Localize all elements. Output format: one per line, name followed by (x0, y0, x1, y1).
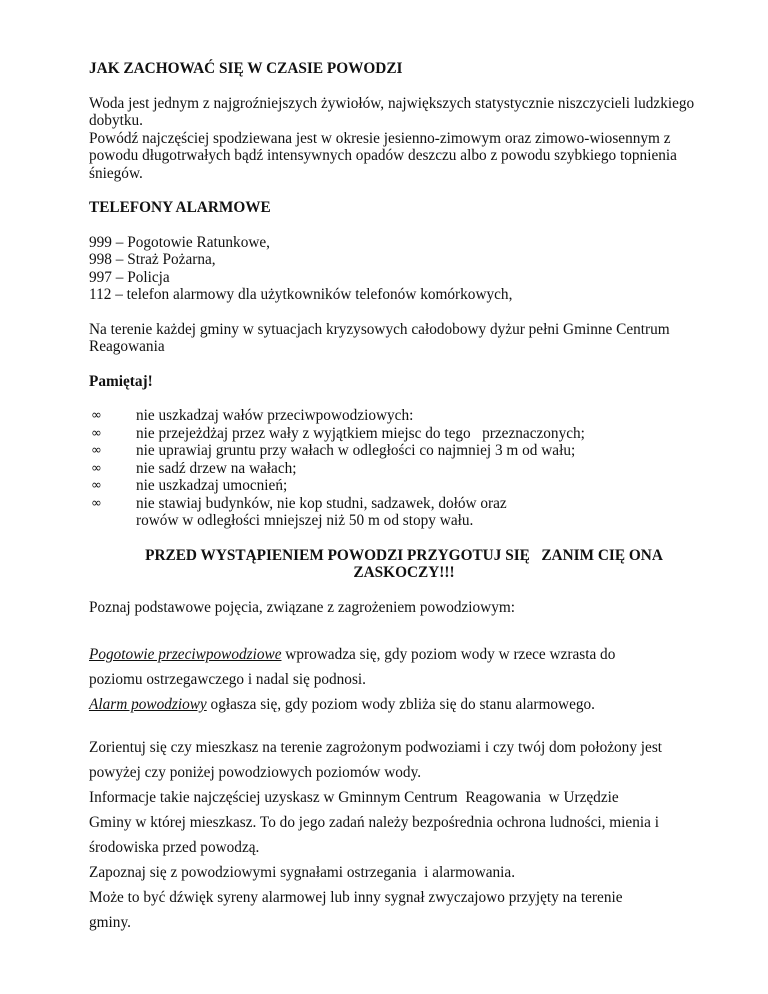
phone-line: 997 – Policja (89, 268, 170, 286)
list-item (89, 495, 709, 530)
list-item-text: nie uprawiaj gruntu przy wałach w odległości co najmniej 3 m od wału; (136, 442, 576, 459)
phone-line: 112 – telefon alarmowy dla użytkowników telefonów komórkowych, (89, 286, 513, 303)
list-item-text: nie uszkadzaj umocnień; (136, 477, 288, 494)
info-paragraph: Informacje takie najczęściej uzyskasz w Gminnym Centrum Reagowania w Urzędzie Gminy w której mieszkasz. To do jego zadań należy bezpośrednia ochrona ludności, mienia i środowiska przed powodzą. (89, 789, 663, 856)
list-item-text: nie przejeżdżaj przez wały z wyjątkiem miejsc do tego przeznaczonych; (136, 424, 585, 442)
list-item (89, 407, 709, 425)
phones-heading: TELEFONY ALARMOWE (89, 199, 271, 216)
signals-paragraph: Zapoznaj się z powodziowymi sygnałami ostrzegania i alarmowania. (89, 864, 516, 881)
document-title: JAK ZACHOWAĆ SIĘ W CZASIE POWODZI (89, 60, 403, 77)
term-pogotowie: Pogotowie przeciwpowodziowe (89, 646, 282, 663)
list-item-text: nie stawiaj budynków, nie kop studni, sadzawek, dołów oraz rowów w odległości mniejszej niż 50 m od stopy wału. (136, 494, 507, 529)
term-alarm: Alarm powodziowy (89, 696, 207, 713)
infinity-bullet-icon: ∞ (91, 408, 102, 423)
list-item (89, 477, 709, 495)
phone-line: 998 – Straż Pożarna, (89, 251, 216, 268)
siren-paragraph: Może to być dźwięk syreny alarmowej lub inny sygnał zwyczajowo przyjęty na terenie gminy. (89, 889, 623, 931)
document-page (89, 60, 709, 935)
remember-heading: Pamiętaj! (89, 372, 153, 390)
phone-line: 999 – Pogotowie Ratunkowe, (89, 233, 271, 251)
list-item (89, 425, 709, 443)
list-item (89, 460, 709, 478)
list-item-text: nie uszkadzaj wałów przeciwpowodziowych: (136, 407, 414, 424)
intro-paragraph-1: Woda jest jednym z najgroźniejszych żywiołów, największych statystycznie niszczycieli ludzkiego dobytku. (89, 94, 695, 129)
infinity-bullet-icon: ∞ (91, 443, 102, 458)
infinity-bullet-icon: ∞ (91, 495, 102, 511)
infinity-bullet-icon: ∞ (91, 478, 102, 493)
gcr-note: Na terenie każdej gminy w sytuacjach kryzysowych całodobowy dyżur pełni Gminne Centrum Reagowania (89, 320, 670, 355)
term-alarm-definition: ogłasza się, gdy poziom wody zbliża się do stanu alarmowego. (206, 696, 595, 713)
infinity-bullet-icon: ∞ (91, 425, 102, 441)
before-flood-heading: PRZED WYSTĄPIENIEM POWODZI PRZYGOTUJ SIĘ ZANIM CIĘ ONA ZASKOCZY!!! (145, 546, 667, 581)
list-item-text: nie sadź drzew na wałach; (136, 459, 297, 477)
term-pogotowie-definition: wprowadza się, gdy poziom wody w rzece wzrasta do poziomu ostrzegawczego i nadal się podnosi. (89, 646, 616, 688)
remember-list (89, 407, 709, 530)
concepts-intro: Poznaj podstawowe pojęcia, związane z zagrożeniem powodziowym: (89, 598, 516, 616)
list-item (89, 442, 709, 460)
intro-paragraph-2: Powódź najczęściej spodziewana jest w okresie jesienno-zimowym oraz zimowo-wiosennym z powodu długotrwałych bądź intensywnych opadów deszczu albo z powodu szybkiego topnienia śniegów. (89, 129, 677, 182)
term-definition-2 (89, 692, 709, 717)
orient-paragraph: Zorientuj się czy mieszkasz na terenie zagrożonym podwoziami i czy twój dom położony jest powyżej czy poniżej powodziowych poziomów wody. (89, 739, 663, 781)
term-definition-1 (89, 642, 709, 692)
infinity-bullet-icon: ∞ (91, 460, 102, 476)
